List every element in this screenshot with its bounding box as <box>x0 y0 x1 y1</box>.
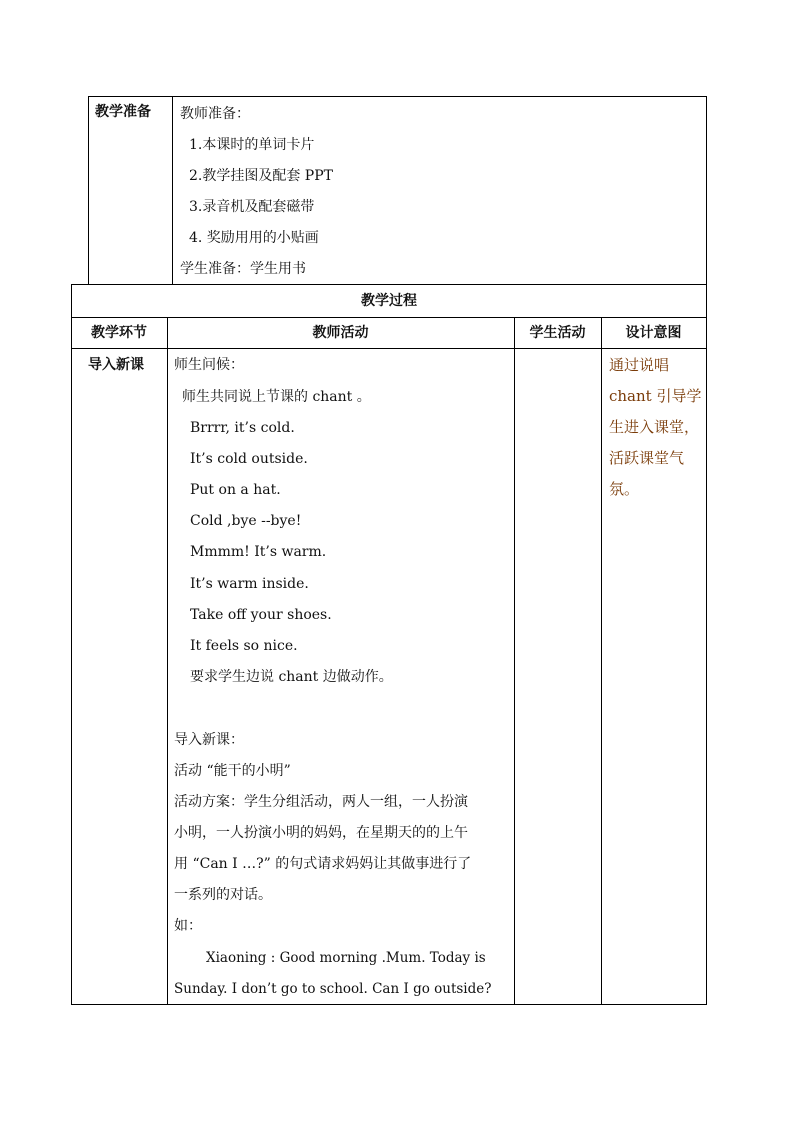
design-line: 通过说唱 <box>609 356 670 374</box>
teacher-line: Xiaoning : Good morning .Mum. Today is <box>206 950 486 966</box>
col-divider-1 <box>167 317 168 1005</box>
process-title: 教学过程 <box>361 293 417 309</box>
prep-right-border <box>706 96 707 285</box>
prep-line: 教师准备： <box>180 106 250 122</box>
teacher-line: 如： <box>174 918 202 934</box>
prep-label: 教学准备 <box>95 104 151 120</box>
design-line: chant 引导学 <box>609 387 702 405</box>
teacher-line: It feels so nice. <box>190 638 298 654</box>
design-line: 氛。 <box>609 480 640 498</box>
stage-label: 导入新课 <box>88 357 144 373</box>
process-top-border <box>71 284 707 285</box>
teacher-line: 活动方案：学生分组活动，两人一组，一人扮演 <box>174 794 468 810</box>
teacher-line: Cold ,bye --bye! <box>190 513 302 529</box>
teacher-line: Brrrr, it’s cold. <box>190 420 295 436</box>
teacher-line: It’s warm inside. <box>190 576 309 592</box>
process-left-border <box>71 284 72 1005</box>
prep-line: 2.教学挂图及配套 PPT <box>189 168 333 184</box>
header-teacher-activity: 教师活动 <box>312 325 369 341</box>
teacher-line: 小明，一人扮演小明的妈妈，在星期天的的上午 <box>174 825 468 841</box>
process-right-border <box>706 284 707 1005</box>
prep-line: 3.录音机及配套磁带 <box>189 199 315 215</box>
teacher-line: 要求学生边说 chant 边做动作。 <box>190 669 393 685</box>
prep-left-border <box>88 96 89 285</box>
teacher-line: It’s cold outside. <box>190 451 308 467</box>
prep-divider <box>172 96 173 285</box>
teacher-line: Put on a hat. <box>190 482 281 498</box>
prep-line: 1.本课时的单词卡片 <box>189 137 315 153</box>
design-line: 生进入课堂， <box>609 418 700 436</box>
header-stage: 教学环节 <box>91 325 147 341</box>
teacher-line: 导入新课： <box>174 732 244 748</box>
prep-line: 4. 奖励用用的小贴画 <box>189 230 319 246</box>
teacher-line: 用 “Can I …?” 的句式请求妈妈让其做事进行了 <box>174 856 472 872</box>
teacher-line: Sunday. I don’t go to school. Can I go outside? <box>174 981 492 997</box>
header-design-intent: 设计意图 <box>625 325 682 341</box>
teacher-line: 师生共同说上节课的 chant 。 <box>182 389 371 405</box>
teacher-line: 师生问候： <box>174 357 244 373</box>
col-divider-3 <box>601 317 602 1005</box>
teacher-line: Take off your shoes. <box>190 607 332 623</box>
teacher-line: Mmmm! It’s warm. <box>190 544 327 560</box>
teacher-line: 活动 “能干的小明” <box>174 763 291 779</box>
prep-top-border <box>88 96 707 97</box>
teacher-line: 一系列的对话。 <box>174 887 272 903</box>
col-divider-2 <box>514 317 515 1005</box>
design-line: 活跃课堂气 <box>609 449 685 467</box>
header-student-activity: 学生活动 <box>529 325 586 341</box>
prep-line: 学生准备：学生用书 <box>180 261 306 277</box>
